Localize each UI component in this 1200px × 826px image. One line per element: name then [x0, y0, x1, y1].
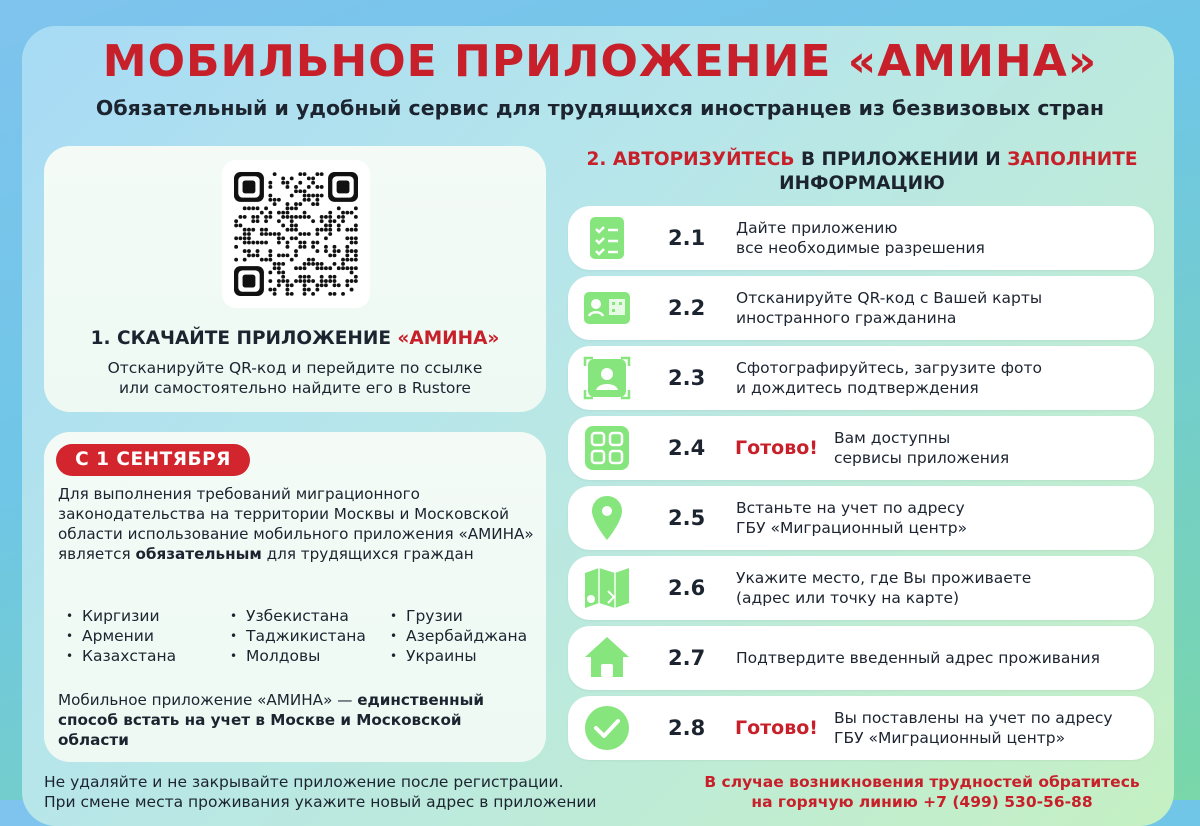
step-row	[568, 276, 1154, 340]
step-text	[834, 696, 1134, 760]
country-item: • Украины	[388, 646, 477, 666]
step-text-line-1: Отсканируйте QR-код с Вашей карты	[736, 289, 1043, 307]
step-text	[736, 626, 1146, 690]
step-number: 2.1	[668, 226, 706, 250]
country-item: • Азербайджана	[388, 626, 527, 646]
only-way-bold: единственный способ встать на учет в Москве и Московской области	[58, 691, 484, 749]
step-row	[568, 346, 1154, 410]
country-item: • Молдовы	[228, 646, 320, 666]
location-pin-icon	[582, 493, 632, 543]
step-text	[736, 276, 1146, 340]
country-item: • Таджикистана	[228, 626, 366, 646]
step-row	[568, 626, 1154, 690]
page-subtitle: Обязательный и удобный сервис для трудящихся иностранцев из безвизовых стран	[95, 96, 1105, 120]
requirement-paragraph	[58, 484, 536, 564]
authorize-end: ИНФОРМАЦИЮ	[779, 173, 945, 194]
step-text-line-1: Подтвердите введенный адрес проживания	[736, 649, 1100, 667]
step-number: 2.6	[668, 576, 706, 600]
country-list	[64, 606, 544, 670]
authorize-red-2: ЗАПОЛНИТЕ	[1007, 149, 1138, 170]
step-row	[568, 206, 1154, 270]
step-number: 2.3	[668, 366, 706, 390]
date-badge: С 1 СЕНТЯБРЯ	[56, 444, 250, 476]
hotline-note	[662, 772, 1182, 812]
step-text-line-2: все необходимые разрешения	[736, 239, 985, 257]
grid-icon	[582, 423, 632, 473]
checklist-icon	[582, 213, 632, 263]
download-line-1: Отсканируйте QR-код и перейдите по ссылке	[107, 359, 483, 377]
country-item: • Грузии	[388, 606, 463, 626]
step-text-line-2: сервисы приложения	[834, 449, 1010, 467]
country-item: • Узбекистана	[228, 606, 349, 626]
id-card-icon	[582, 283, 632, 333]
only-way-paragraph	[58, 690, 528, 750]
selfie-icon	[582, 353, 632, 403]
download-heading-app: «АМИНА»	[397, 328, 500, 349]
home-icon	[582, 633, 632, 683]
requirement-bold: обязательным	[135, 545, 262, 563]
requirement-end: для трудящихся граждан	[266, 545, 474, 563]
step-text-line-2: ГБУ «Миграционный центр»	[736, 519, 968, 537]
step-number: 2.2	[668, 296, 706, 320]
step-text	[834, 416, 1134, 480]
authorize-red-1: АВТОРИЗУЙТЕСЬ	[612, 149, 795, 170]
step-ready-label: Готово!	[735, 437, 818, 459]
map-icon	[582, 563, 632, 613]
step-number: 2.5	[668, 506, 706, 530]
step-number: 2.7	[668, 646, 706, 670]
step-text-line-1: Вам доступны	[834, 429, 951, 447]
step-text-line-1: Встаньте на учет по адресу	[736, 499, 965, 517]
page-title: МОБИЛЬНОЕ ПРИЛОЖЕНИЕ «АМИНА»	[102, 36, 1098, 87]
step-row	[568, 486, 1154, 550]
step-text	[736, 486, 1146, 550]
step-text-line-1: Сфотографируйтесь, загрузите фото	[736, 359, 1042, 377]
country-item: • Киргизии	[64, 606, 160, 626]
step-ready-label: Готово!	[735, 717, 818, 739]
step-text-line-2: и дождитесь подтверждения	[736, 379, 979, 397]
step-row	[568, 556, 1154, 620]
step-text-line-1: Дайте приложению	[736, 219, 898, 237]
step-text-line-1: Укажите место, где Вы проживаете	[736, 569, 1032, 587]
hotline-line-1: В случае возникновения трудностей обратитесь	[704, 773, 1140, 791]
step-text-line-2: иностранного гражданина	[736, 309, 957, 327]
step-number: 2.8	[668, 716, 706, 740]
step-text-line-2: ГБУ «Миграционный центр»	[834, 729, 1066, 747]
download-instructions	[44, 358, 546, 398]
footer-note	[44, 772, 644, 812]
authorize-num: 2.	[586, 149, 607, 170]
step-row	[568, 416, 1154, 480]
country-item: • Армении	[64, 626, 154, 646]
step-text	[736, 206, 1146, 270]
only-way-text: Мобильное приложение «АМИНА» —	[58, 691, 353, 709]
step-row	[568, 696, 1154, 760]
step-text-line-1: Вы поставлены на учет по адресу	[834, 709, 1113, 727]
download-heading	[44, 328, 546, 349]
step-text-line-2: (адрес или точку на карте)	[736, 589, 960, 607]
hotline-line-2[interactable]: на горячую линию +7 (499) 530-56-88	[751, 793, 1093, 811]
download-line-2: или самостоятельно найдите его в Rustore	[119, 379, 471, 397]
step-text	[736, 556, 1146, 620]
check-circle-icon	[582, 703, 632, 753]
footer-note-line-2: При смене места проживания укажите новый адрес в приложении	[44, 793, 597, 811]
requirement-text: Для выполнения требований миграционного законодательства на территории Москвы и Московской области использование мобильного приложения «АМИНА» является	[58, 485, 534, 563]
footer-note-line-1: Не удаляйте и не закрывайте приложение после регистрации.	[44, 773, 564, 791]
step-number: 2.4	[668, 436, 706, 460]
qr-code[interactable]	[222, 160, 370, 308]
step-text	[736, 346, 1146, 410]
authorize-mid: В ПРИЛОЖЕНИИ И	[800, 149, 1001, 170]
qr-code-icon	[234, 172, 358, 296]
authorize-heading	[555, 148, 1169, 196]
country-item: • Казахстана	[64, 646, 176, 666]
download-heading-text: 1. СКАЧАЙТЕ ПРИЛОЖЕНИЕ	[90, 328, 391, 349]
